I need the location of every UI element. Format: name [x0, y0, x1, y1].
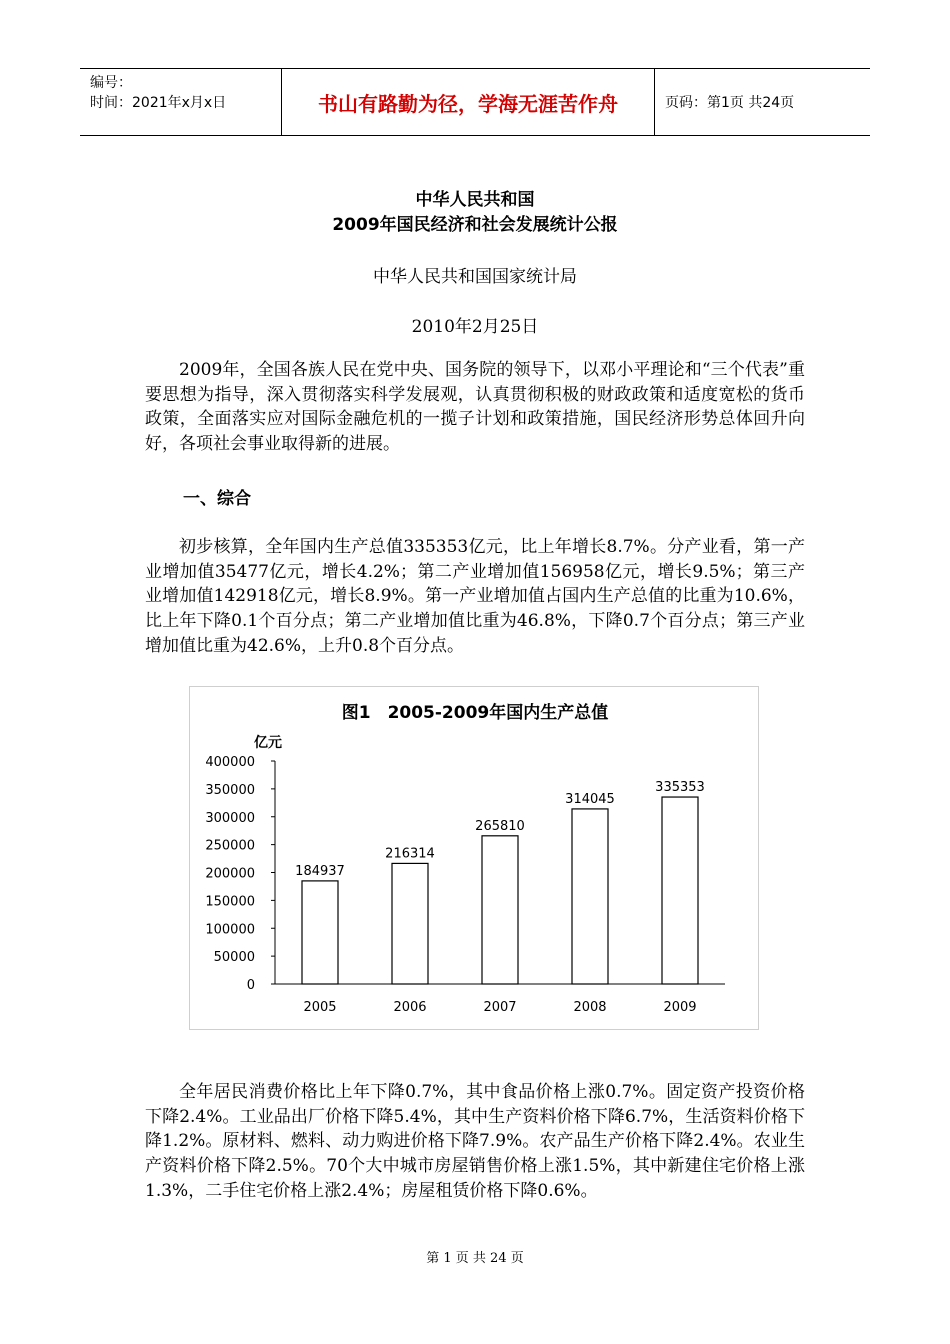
title-line1: 中华人民共和国: [415, 190, 535, 210]
chart-title: 图1 2005-2009年国内生产总值: [341, 703, 609, 723]
chart-x-tick-label: 2005: [303, 1000, 337, 1015]
chart-y-tick-label: 400000: [205, 755, 255, 770]
intro-paragraph: 2009年，全国各族人民在党中央、国务院的领导下，以邓小平理论和“三个代表”重要思想为指导，深入贯彻落实科学发展观，认真贯彻积极的财政政策和适度宽松的货币政策，全面落实应对国际金融危机的一揽子计划和政策措施，国民经济形势总体回升向好，各项社会事业取得新的进展。: [145, 360, 805, 455]
header-motto: 书山有路勤为径，学海无涯苦作舟: [282, 69, 655, 135]
page-header: [80, 68, 870, 136]
title-line2: 2009年国民经济和社会发展统计公报: [332, 215, 618, 235]
chart-data-label: 184937: [295, 863, 345, 879]
agency: 中华人民共和国国家统计局: [373, 267, 577, 287]
gdp-chart: [189, 686, 759, 1030]
chart-bar: [482, 836, 518, 984]
chart-y-tick-label: 350000: [205, 782, 255, 798]
header-page-info: 页码：第1页 共24页: [665, 95, 795, 111]
chart-y-tick-label: 150000: [205, 894, 255, 910]
chart-data-label: 314045: [565, 791, 615, 807]
chart-y-tick-label: 300000: [205, 810, 255, 826]
chart-data-label: 335353: [655, 780, 705, 796]
chart-data-label: 216314: [385, 846, 435, 862]
chart-y-tick-label: 250000: [205, 838, 255, 854]
chart-y-tick-label: 200000: [205, 866, 255, 882]
serial-label: 编号：: [90, 75, 132, 91]
gdp-chart-svg: [190, 687, 760, 1031]
header-meta: [80, 69, 282, 135]
time-label: 时间：2021年x月x日: [90, 95, 227, 111]
gdp-paragraph: 初步核算，全年国内生产总值335353亿元，比上年增长8.7%。分产业看，第一产业增加值35477亿元，增长4.2%；第二产业增加值156958亿元，增长9.5%；第三产业增加值142918亿元，增长8.9%。第一产业增加值占国内生产总值的比重为10.6%，比上年下降0.1个百分点；第二产业增加值比重为46.8%，下降0.7个百分点；第三产业增加值比重为42.6%，上升0.8个百分点。: [145, 537, 805, 656]
chart-y-tick-label: 50000: [213, 950, 255, 966]
chart-data-label: 265810: [475, 818, 525, 834]
chart-x-tick-label: 2009: [663, 1000, 697, 1015]
chart-y-tick-label: 0: [246, 978, 255, 993]
page-footer: 第 1 页 共 24 页: [426, 1251, 524, 1266]
chart-bar: [302, 881, 338, 984]
chart-bar: [572, 809, 608, 984]
chart-bar: [662, 797, 698, 984]
chart-y-tick-label: 100000: [205, 922, 255, 938]
chart-x-tick-label: 2007: [483, 1000, 517, 1015]
section-heading: 一、综合: [183, 489, 251, 509]
chart-x-tick-label: 2008: [573, 1000, 607, 1015]
publish-date: 2010年2月25日: [411, 317, 539, 337]
price-paragraph: 全年居民消费价格比上年下降0.7%，其中食品价格上涨0.7%。固定资产投资价格下降2.4%。工业品出厂价格下降5.4%，其中生产资料价格下降6.7%，生活资料价格下降1.2%。原材料、燃料、动力购进价格下降7.9%。农产品生产价格下降2.4%。农业生产资料价格下降2.5%。70个大中城市房屋销售价格上涨1.5%，其中新建住宅价格上涨1.3%，二手住宅价格上涨2.4%；房屋租赁价格下降0.6%。: [145, 1082, 805, 1201]
chart-x-tick-label: 2006: [393, 1000, 427, 1015]
chart-bar: [392, 863, 428, 984]
chart-y-axis-label: 亿元: [254, 735, 282, 751]
